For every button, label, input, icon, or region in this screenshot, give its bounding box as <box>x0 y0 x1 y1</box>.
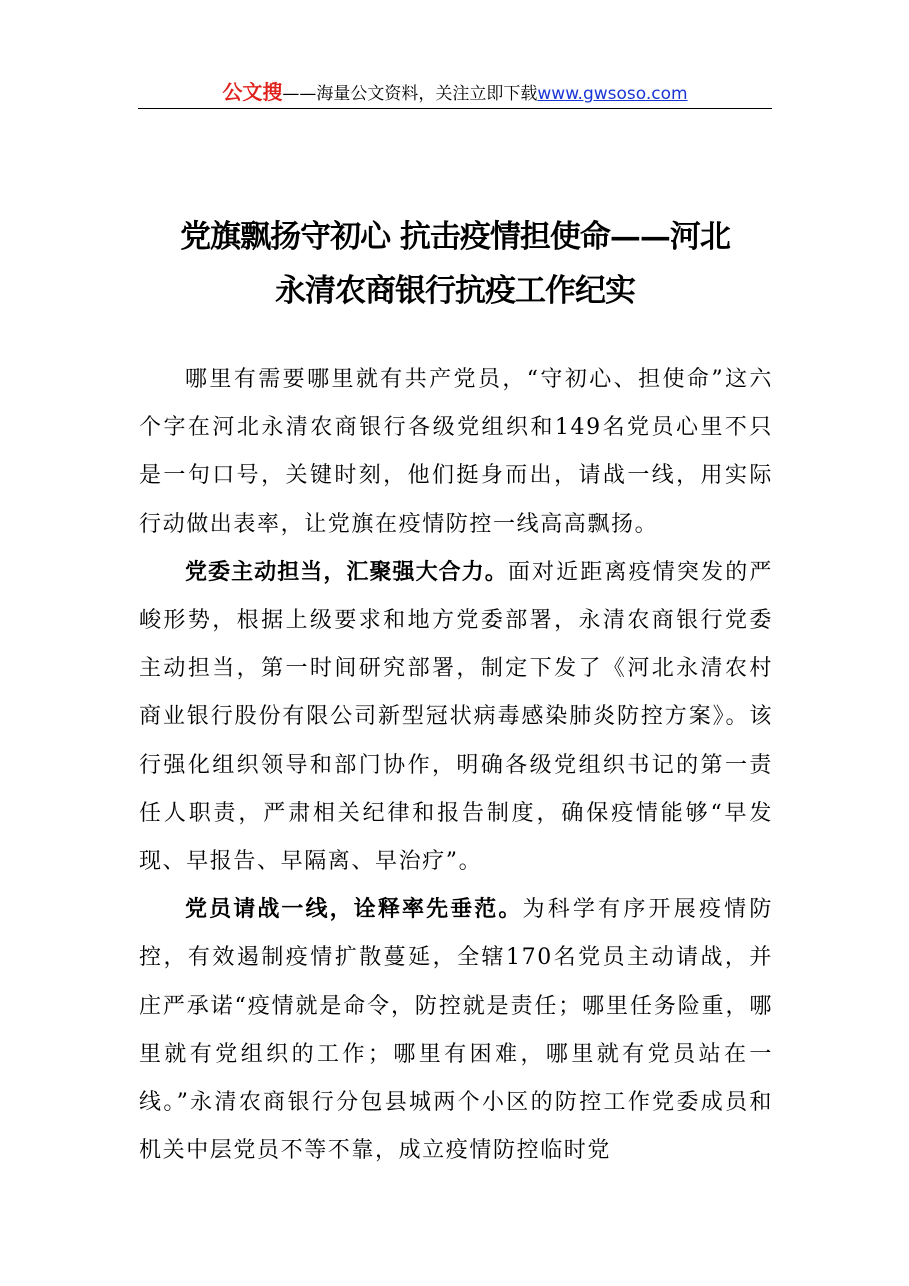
document-title <box>110 210 800 318</box>
paragraph-1 <box>139 356 773 549</box>
title-line-2: 永清农商银行抗疫工作纪实 <box>275 273 635 309</box>
paragraph-3-lead: 党员请战一线，诠释率先垂范。 <box>185 897 523 923</box>
paragraph-3 <box>139 886 773 1175</box>
paragraph-2-lead: 党委主动担当，汇聚强大合力。 <box>185 559 508 585</box>
paragraph-3-text: 为科学有序开展疫情防控，有效遏制疫情扩散蔓延，全辖170名党员主动请战，并庄严承诺“疫情就是命令，防控就是责任；哪里任务险重，哪里就有党组织的工作；哪里有困难，哪里就有党员站在一线。”永清农商银行分包县城两个小区的防控工作党委成员和机关中层党员不等不靠，成立疫情防控临时党 <box>139 897 773 1164</box>
paragraph-2 <box>139 549 773 886</box>
page-header <box>138 78 772 109</box>
website-link[interactable]: www.gwsoso.com <box>537 84 688 104</box>
title-line-1: 党旗飘扬守初心 抗击疫情担使命——河北 <box>180 219 730 255</box>
paragraph-1-text: 哪里有需要哪里就有共产党员，“守初心、担使命”这六个字在河北永清农商银行各级党组织和149名党员心里不只是一句口号，关键时刻，他们挺身而出，请战一线，用实际行动做出表率，让党旗在疫情防控一线高高飘扬。 <box>139 367 773 537</box>
document-body <box>139 356 773 1175</box>
brand-name: 公文搜 <box>222 80 283 104</box>
paragraph-2-text: 面对近距离疫情突发的严峻形势，根据上级要求和地方党委部署，永清农商银行党委主动担当，第一时间研究部署，制定下发了《河北永清农村商业银行股份有限公司新型冠状病毒感染肺炎防控方案》。该行强化组织领导和部门协作，明确各级党组织书记的第一责任人职责，严肃相关纪律和报告制度，确保疫情能够“早发现、早报告、早隔离、早治疗”。 <box>139 559 773 875</box>
header-tagline: ——海量公文资料，关注立即下载 <box>282 84 538 104</box>
